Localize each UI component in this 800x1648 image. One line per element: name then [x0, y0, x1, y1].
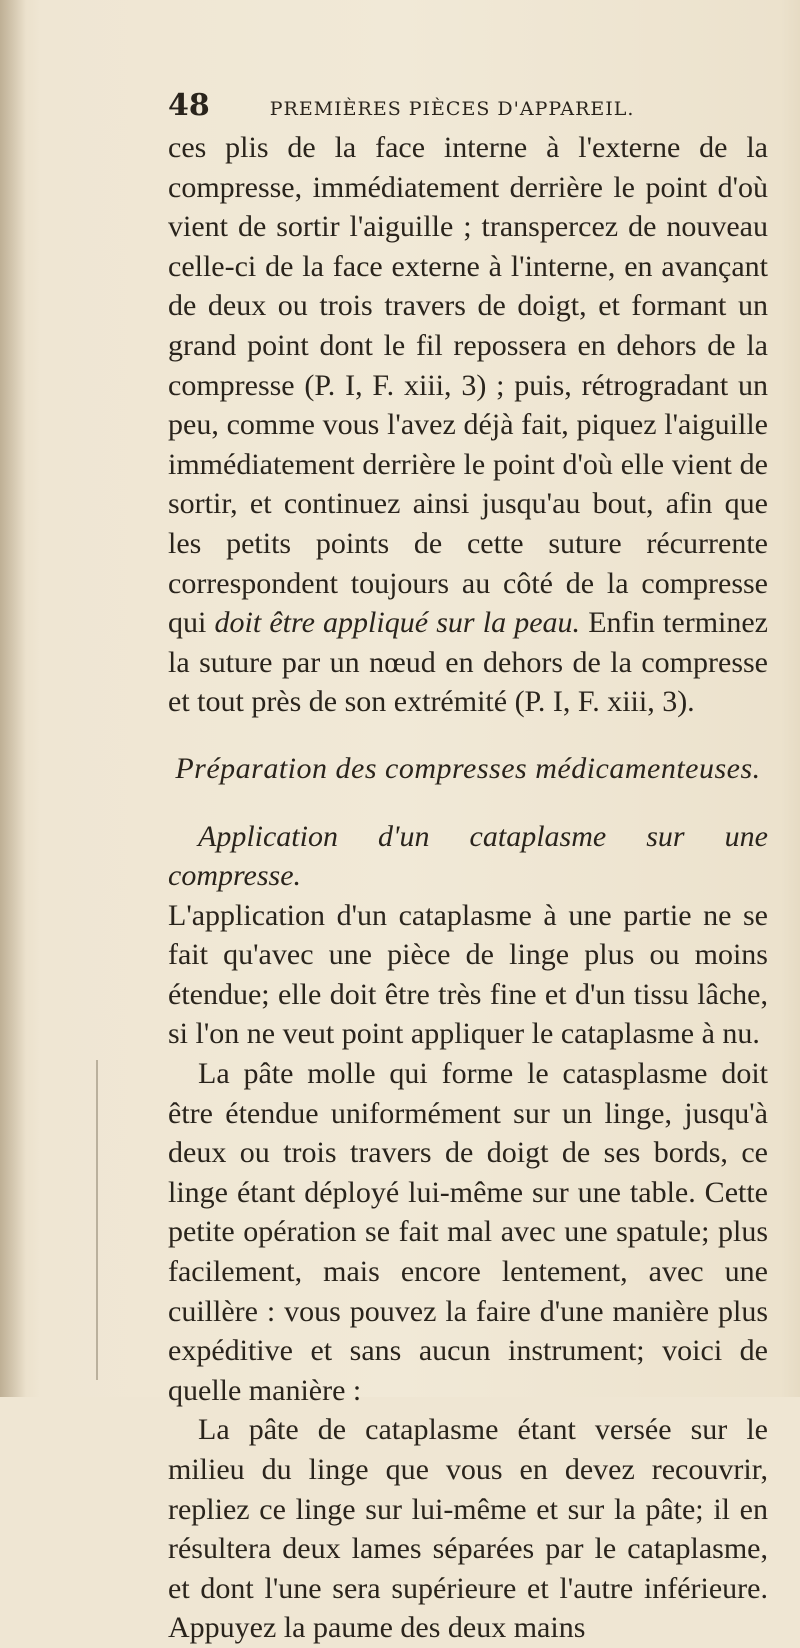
paragraph-suture-emphasis: doit être appliqué sur la peau. [214, 606, 581, 640]
body-text [168, 128, 768, 1648]
paragraph-pate: La pâte molle qui forme le catasplasme doit être étendue uniformément sur un linge, jusqu'à deux ou trois travers de doigt de ses bords, ce linge étant déployé lui-même sur une table. Cette petite opération se fait mal avec une spatule; plus facilement, mais encore lentement, avec une cuillère : vous pouvez la faire d'une manière plus expéditive et sans aucun instrument; voici de quelle manière : [168, 1057, 768, 1407]
paragraph-application [168, 817, 768, 1055]
running-header [168, 88, 728, 123]
page-number: 48 [168, 88, 210, 123]
spine-shadow [0, 0, 26, 1397]
margin-mark [96, 1060, 98, 1380]
subheading: Application d'un cataplasme sur une compresse. [168, 819, 768, 893]
paragraph-suture [168, 128, 768, 722]
running-title: PREMIÈRES PIÈCES D'APPAREIL. [269, 98, 635, 120]
paragraph-suture-end: Enfin terminez la suture par un nœud en dehors de la compresse et tout près de son extrémité (P. I, F. xiii, 3). [168, 606, 768, 719]
paragraph-linge: La pâte de cataplasme étant versée sur le milieu du linge que vous en devez recouvrir, repliez ce linge sur lui-même et sur la pâte; il en résultera deux lames séparées par le cataplasme, et dont l'une sera supérieure et l'autre inférieure. Appuyez la paume des deux mains [168, 1413, 768, 1645]
section-heading: Préparation des compresses médicamenteuses. [175, 751, 761, 785]
paragraph-application-text: L'application d'un cataplasme à une partie ne se fait qu'avec une pièce de linge plus ou moins étendue; elle doit être très fine et d'un tissu lâche, si l'on ne veut point appliquer le cataplasme à nu. [168, 898, 768, 1051]
paragraph-suture-text: ces plis de la face interne à l'externe de la compresse, immédiatement derrière le point d'où vient de sortir l'aiguille ; transpercez de nouveau celle-ci de la face externe à l'interne, en avançant de deux ou trois travers de doigt, et formant un grand point dont le fil repossera en dehors de la compresse (P. I, F. xiii, 3) ; puis, rétrogradant un peu, comme vous l'avez déjà fait, piquez l'aiguille immédiatement derrière le point d'où elle vient de sortir, et continuez ainsi jusqu'au bout, afin que les petits points de cette suture récurrente correspondent toujours au côté de la compresse qui [168, 131, 768, 640]
